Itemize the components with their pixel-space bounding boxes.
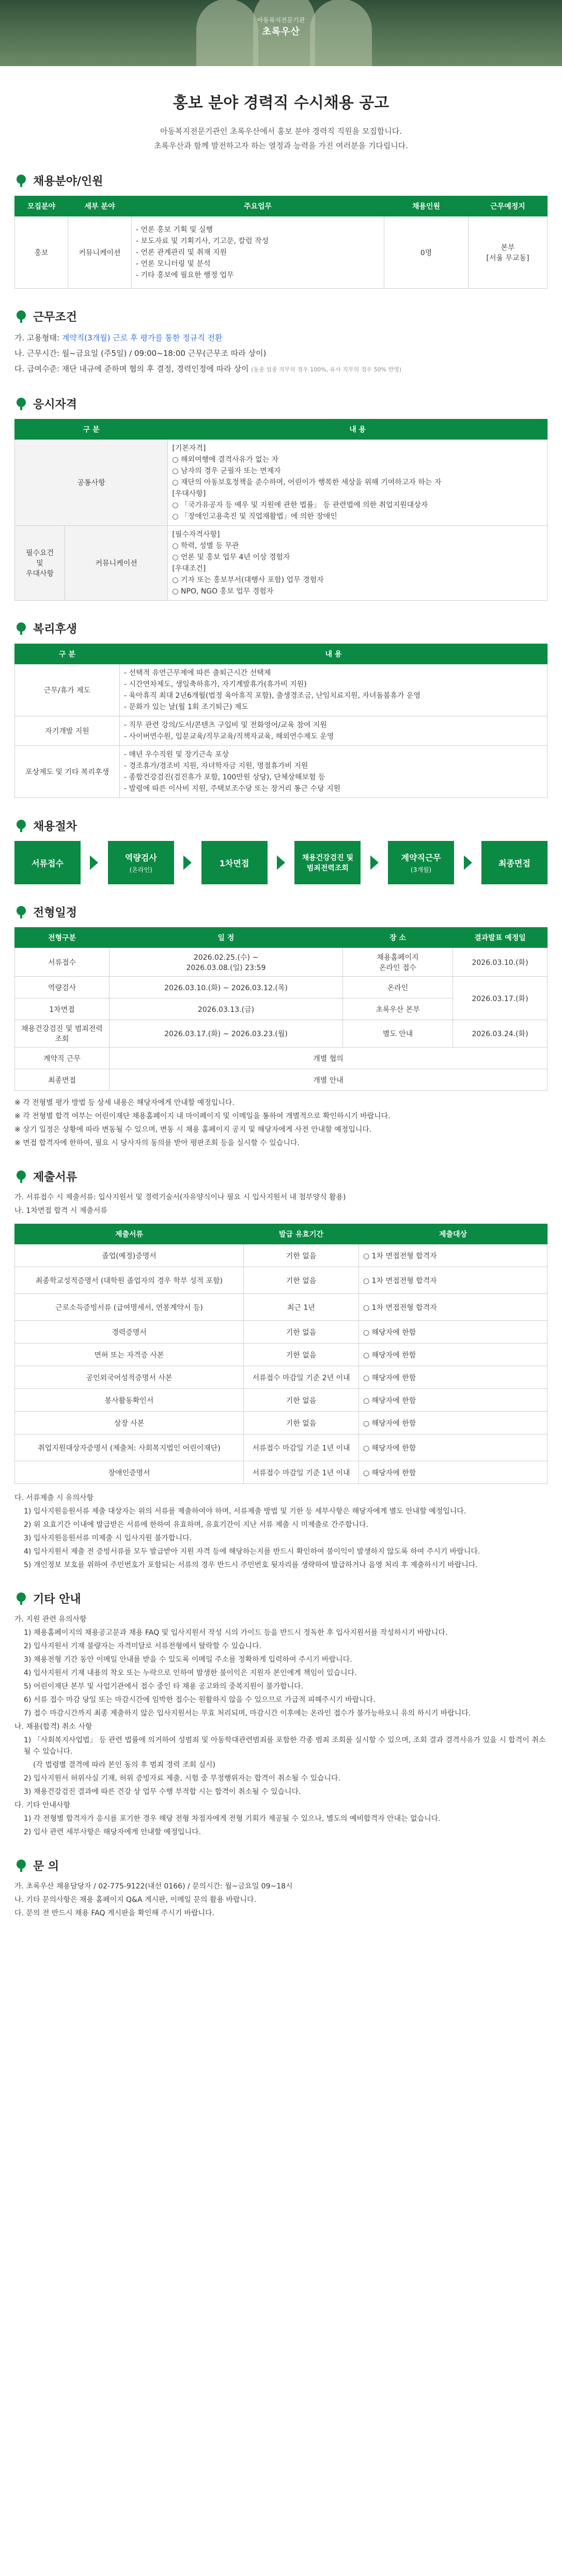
table-cell: 2026.03.17.(화) ~ 2026.03.23.(월) [110,1020,343,1048]
list-item: - 선택적 유연근무제에 따른 출퇴근시간 선택제 [124,667,543,679]
other-line: (각 법령별 결격에 따라 본인 동의 후 범죄 경력 조회 실시) [33,1761,215,1769]
table-cell: 서류접수 마감일 기준 1년 이내 [244,1434,359,1461]
table-cell [15,526,65,601]
list-item: [필수자격사항] [172,530,220,539]
table-cell [110,948,343,977]
other-line: 1) 「사회복지사업법」 등 관련 법률에 의거하여 성범죄 및 아동학대관련범죄를 포함한 각종 범죄 조회를 실시할 수 있으며, 조회 결과 결격사유가 있을 시 합격이 취소될 수 있습니다. [24,1736,546,1756]
tree-icon [14,174,28,188]
list-item: [기본자격] [172,444,206,452]
table-cell: 최종학교성적증명서 (대학원 졸업자의 경우 학부 성적 포함) [15,1267,244,1294]
list-item: ○ 「장애인고용촉진 및 직업재활법」에 의한 장애인 [172,512,337,521]
section-title: 기타 안내 [33,1593,81,1606]
table-cell: 최근 1년 [244,1294,359,1321]
table-cell: 경력증명서 [15,1321,244,1344]
other-line: 3) 채용전형 기간 동안 이메일 안내를 받을 수 있도록 이메일 주소를 정확하게 입력하여 주시기 바랍니다. [24,1656,352,1664]
contact-line: 가. 초록우산 채용담당자 / 02-775-9122(내선 0166) / 문의시간: 월~금요일 09~18시 [14,1882,293,1891]
table-cell: 계약직 근무 [15,1048,110,1069]
step-label: 채용건강검진 및 범죄전력조회 [302,854,354,872]
benefits-table [14,644,548,798]
other-line: 1) 채용홈페이지의 채용공고문과 채용 FAQ 및 입사지원서 작성 시의 가이드 등을 반드시 정독한 후 입사지원서를 작성하시기 바랍니다. [24,1629,448,1637]
hero-photo-child [310,0,372,66]
table-cell [168,440,548,526]
table-cell: ○ 해당자에 한함 [359,1366,548,1389]
table-cell: 면허 또는 자격증 사본 [15,1344,244,1366]
table-cell [120,716,548,746]
positions-table [14,196,548,289]
table-cell: 채용건강검진 및 범죄전력조회 [15,1020,110,1048]
section-conditions [14,308,548,376]
tree-icon [14,1170,28,1183]
list-item: [우대사항] [172,490,206,498]
intro-line: 초록우산과 함께 발전하고자 하는 열정과 능력을 가진 여러분을 기다립니다. [153,141,409,150]
table-header: 전형구분 [15,928,110,948]
other-line: 6) 서류 접수 마감 당일 또는 마감시간에 임박한 접수는 원활하지 않을 수 있으므로 가급적 피해주시기 바랍니다. [24,1696,376,1704]
note-line: ※ 각 전형별 합격 여부는 어린이재단 채용홈페이지 내 마이페이지 및 이메일을 통하여 개별적으로 확인하시기 바랍니다. [14,1112,391,1120]
table-cell: 초록우산 본부 [343,998,453,1020]
section-other [14,1590,548,1838]
list-item: - 문화가 있는 날(월 1회 조기퇴근) 제도 [124,701,543,713]
step-sub: (3개월) [411,866,432,873]
table-cell: ○ 1차 면접전형 합격자 [359,1244,548,1267]
other-line: 나. 채용(합격) 취소 사항 [14,1723,92,1731]
table-cell: 근로소득증빙서류 (급여명세서, 연봉계약서 등) [15,1294,244,1321]
hero-photo-child [196,0,258,66]
contact-line: 다. 문의 전 반드시 채용 FAQ 게시판을 확인해 주시기 바랍니다. [14,1909,215,1917]
list-item: - 육아휴직 최대 2년6개월(법정 육아휴직 포함), 출생경조금, 난임치료지원, 자녀돌봄휴가 운영 [124,690,543,701]
table-cell: 기한 없음 [244,1389,359,1412]
list-item: - 경조휴가/경조비 지원, 자녀학자금 지원, 명절휴가비 지원 [124,760,543,772]
table-header: 일 정 [110,928,343,948]
table-cell: 근무/휴가 제도 [15,664,120,716]
place-text: 본부 [501,243,515,252]
list-item: - 기타 홍보에 필요한 행정 업무 [136,270,380,281]
tree-icon [14,310,28,323]
table-header: 결과발표 예정일 [453,928,548,948]
list-item: ○ 해외여행에 결격사유가 없는 자 [172,456,279,464]
section-benefits [14,620,548,798]
process-flow [14,841,548,884]
list-item: - 언론 홍보 기획 및 실행 [136,224,380,236]
intro-line: 아동복지전문기관인 초록우산에서 홍보 분야 경력직 직원을 모집합니다. [160,127,402,136]
table-cell: 서류접수 마감일 기준 2년 이내 [244,1366,359,1389]
section-schedule [14,904,548,1149]
table-header: 제출서류 [15,1224,244,1244]
table-cell: 봉사활동확인서 [15,1389,244,1412]
table-cell: 상장 사본 [15,1412,244,1434]
other-lines [14,1614,548,1838]
place-text: [서울 무교동] [486,254,529,262]
table-cell [120,746,548,798]
step-sub: (온라인) [129,866,152,873]
label-text: 및 [36,559,43,568]
table-cell: ○ 해당자에 한함 [359,1412,548,1434]
list-item: ○ 남자의 경우 군필자 또는 면제자 [172,467,281,475]
process-step [294,841,361,884]
table-cell: 2026.03.10.(화) [453,948,548,977]
table-cell: 커뮤니케이션 [65,526,168,601]
table-header: 제출대상 [359,1224,548,1244]
list-item: - 보도자료 및 기획기사, 기고문, 칼럼 작성 [136,236,380,247]
table-cell: 취업지원대상자증명서 (제출처: 사회복지법인 어린이재단) [15,1434,244,1461]
table-cell: ○ 해당자에 한함 [359,1321,548,1344]
arrow-right-icon [370,855,379,870]
table-cell: 기한 없음 [244,1267,359,1294]
arrow-right-icon [90,855,98,870]
table-cell: 역량검사 [15,977,110,998]
section-title: 문 의 [33,1860,59,1873]
doc-item: 5) 개인정보 보호를 위하여 주민번호가 포함되는 서류의 경우 반드시 주민번호 뒷자리를 생략하여 발급하거나 음영 처리 후 제출하시기 바랍니다. [24,1561,478,1569]
table-header: 내 용 [168,419,548,440]
tree-icon [14,622,28,635]
table-cell: 0명 [384,216,469,289]
table-header: 주요업무 [132,196,384,216]
list-item: - 발령에 따른 이사비 지원, 주택보조수당 또는 장거리 통근 수당 지원 [124,783,543,794]
date-text: 2026.02.25.(수) ~ [193,953,259,962]
note-line: ※ 각 전형별 평가 방법 등 상세 내용은 해당자에게 안내할 예정입니다. [14,1099,235,1107]
list-item: ○ 학력, 성별 등 무관 [172,542,239,550]
condition-line [14,332,548,344]
doc-line: 나. 1차면접 합격 시 제출서류 [14,1207,107,1215]
table-cell: ○ 1차 면접전형 합격자 [359,1294,548,1321]
list-item: - 매년 우수직원 및 장기근속 포상 [124,749,543,760]
table-cell: ○ 해당자에 한함 [359,1434,548,1461]
brand-logo [257,15,305,38]
schedule-notes [14,1097,548,1149]
condition-label: 가. 고용형태: [14,333,62,342]
table-cell [343,948,453,977]
doc-item: 2) 위 요효기간 이내에 발급받은 서류에 한하여 유효하며, 유효기간이 지난 서류 제출 시 미제출로 간주합니다. [24,1521,369,1529]
section-title: 채용분야/인원 [33,175,103,188]
section-documents [14,1168,548,1571]
list-item: [우대조건] [172,565,206,573]
doc-item: 3) 입사지원응원서류 미제출 시 입사지원 불가합니다. [24,1534,192,1542]
table-header: 내 용 [120,644,548,664]
other-line: 2) 입사지원서 기재 불량자는 자격미달로 서류전형에서 탈락할 수 있습니다. [24,1642,262,1650]
other-line: 3) 채용건강검진 결과에 따른 건강 상 업무 수행 부적합 시는 합격이 취소될 수 있습니다. [24,1788,301,1796]
intro [14,124,548,153]
list-item: - 언론 관계관리 및 취재 지원 [136,247,380,258]
note-line: ※ 면접 합격자에 한하여, 필요 시 당사자의 동의를 받아 평판조회 등을 실시할 수 있습니다. [14,1139,300,1147]
section-positions [14,173,548,289]
table-cell: 커뮤니케이션 [68,216,132,289]
table-cell: ○ 해당자에 한함 [359,1344,548,1366]
label-text: 우대사항 [25,570,54,578]
brand-name: 초록우산 [262,26,300,37]
table-cell: 홍보 [15,216,68,289]
table-header: 근무예정지 [469,196,548,216]
list-item: ○ 재단의 아동보호정책을 준수하며, 어린이가 행복한 세상을 위해 기여하고자 하는 자 [172,478,442,487]
qualifications-table [14,419,548,601]
table-header: 구 분 [15,419,168,440]
table-cell: 공인외국어성적증명서 사본 [15,1366,244,1389]
table-cell: ○ 해당자에 한함 [359,1461,548,1484]
table-cell: 서류접수 [15,948,110,977]
tree-icon [14,905,28,919]
list-item: - 직무 관련 강의/도서/콘텐츠 구입비 및 전화영어/교육 참여 지원 [124,720,543,731]
other-line: 1) 각 전형별 합격자가 응시를 포기한 경우 해당 전형 차점자에게 전형 기회가 제공될 수 있으나, 별도의 예비합격자 안내는 없습니다. [24,1815,441,1823]
table-cell: ○ 해당자에 한함 [359,1389,548,1412]
table-cell: 최종면접 [15,1069,110,1091]
table-cell: 2026.03.17.(화) [453,977,548,1020]
table-cell: 2026.03.10.(화) ~ 2026.03.12.(목) [110,977,343,998]
table-cell: 장애인증명서 [15,1461,244,1484]
table-header: 구 분 [15,644,120,664]
table-cell: 기한 없음 [244,1244,359,1267]
list-item: ○ 기자 또는 홍보부서(대행사 포함) 업무 경험자 [172,576,324,584]
condition-text: 다. 급여수준: 재단 내규에 준하며 협의 후 결정, 경력인정에 따라 상이 [14,364,249,373]
section-process [14,818,548,884]
doc-line: 다. 서류제출 시 유의사항 [14,1494,94,1502]
condition-line [14,363,548,376]
table-cell: 별도 안내 [343,1020,453,1048]
other-line: 5) 어린이재단 본부 및 사업기관에서 접수 중인 타 채용 공고와의 중복지원이 불가합니다. [24,1682,304,1691]
table-cell: 기한 없음 [244,1412,359,1434]
table-cell: 기한 없음 [244,1321,359,1344]
table-cell [168,526,548,601]
section-title: 전형일정 [33,907,77,919]
process-step [108,841,174,884]
table-cell: 1차면접 [15,998,110,1020]
tree-icon [14,819,28,833]
table-header: 모집분야 [15,196,68,216]
other-line: 7) 접수 마감시간까지 최종 제출하지 않은 입사지원서는 무효 처리되며, 마감시간 이후에는 온라인 접수가 불가능하오니 유의 하시기 바랍니다. [24,1709,471,1718]
process-step [201,841,268,884]
other-line: 4) 입사지원서 기재 내용의 착오 또는 누락으로 인하여 발생한 불이익은 지원자 본인에게 책임이 있습니다. [24,1669,357,1677]
section-contact [14,1857,548,1919]
table-cell: 2026.03.13.(금) [110,998,343,1020]
condition-highlight: 계약직(3개월) 근로 후 평가를 통한 정규직 전환 [61,333,223,342]
table-cell: 졸업(예정)증명서 [15,1244,244,1267]
tree-icon [14,1592,28,1605]
section-title: 응시자격 [33,398,77,411]
page-title: 홍보 분야 경력직 수시채용 공고 [173,94,389,112]
doc-item: 4) 입사지원서 제출 전 증빙서류를 모두 발급받아 지원 자격 등에 해당하는지를 반드시 확인하여 불이익이 발생하지 않도록 하여 주시기 바랍니다. [24,1548,480,1556]
section-qualifications [14,396,548,601]
process-step [388,841,454,884]
table-cell: 개별 협의 [110,1048,548,1069]
other-line: 2) 입사지원서 허위사실 기재, 허위 증빙자료 제출, 시험 중 부정행위자는 합격이 취소될 수 있습니다. [24,1774,341,1783]
section-title: 근무조건 [33,311,77,324]
doc-item: 1) 입사지원응원서류 제출 대상자는 위의 서류를 제출하여야 하며, 서류제출 방법 및 기한 등 세부사항은 해당자에게 별도 안내할 예정입니다. [24,1507,466,1516]
label-text: 필수요건 [25,549,54,557]
arrow-right-icon [277,855,285,870]
table-header: 세부 분야 [68,196,132,216]
list-item: ○ 「국가유공자 등 예우 및 지원에 관한 법률」 등 관련법에 의한 취업지원대상자 [172,501,428,509]
list-item: ○ 언론 및 홍보 업무 4년 이상 경험자 [172,553,290,561]
schedule-table [14,927,548,1091]
table-cell: 포상제도 및 기타 복리후생 [15,746,120,798]
step-label: 서류접수 [32,858,64,868]
step-label: 1차면접 [219,858,249,868]
date-text: 2026.03.08.(일) 23:59 [186,963,266,972]
place-text: 온라인 접수 [379,963,417,972]
arrow-right-icon [464,855,472,870]
brand-sub: 아동복지전문기관 [257,17,305,24]
contact-line: 나. 기타 문의사항은 채용 홈페이지 Q&A 게시판, 이메일 문의 활용 바랍니다. [14,1896,257,1904]
process-step [481,841,548,884]
section-title: 복리후생 [33,623,77,636]
note-line: ※ 상기 일정은 상황에 따라 변동될 수 있으며, 변동 시 채용 홈페이지 공지 및 해당자에게 사전 안내할 예정입니다. [14,1126,372,1134]
other-line: 다. 기타 안내사항 [14,1801,71,1809]
process-step [14,841,81,884]
table-header: 채용인원 [384,196,469,216]
table-header: 발급 유효기간 [244,1224,359,1244]
table-cell: 서류접수 마감일 기준 1년 이내 [244,1461,359,1484]
step-label: 계약직근무 [401,853,441,863]
other-line: 가. 지원 관련 유의사항 [14,1615,87,1623]
list-item: ○ NPO, NGO 홍보 업무 경험자 [172,587,274,596]
arrow-right-icon [183,855,192,870]
hero-banner [0,0,562,66]
table-cell [469,216,548,289]
condition-note: (동종 업종 직무의 경우 100%, 유사 직무의 경우 50% 반영) [251,366,402,373]
place-text: 채용홈페이지 [377,953,419,962]
list-item: - 시간연차제도, 생일축하휴가, 자기계발휴가(휴가비 지원) [124,679,543,690]
table-cell: 개별 안내 [110,1069,548,1091]
table-cell: ○ 1차 면접전형 합격자 [359,1267,548,1294]
table-header: 장 소 [343,928,453,948]
other-line: 2) 입사 관련 세부사항은 해당자에게 안내할 예정입니다. [24,1828,201,1836]
table-cell: 기한 없음 [244,1344,359,1366]
table-cell [132,216,384,289]
table-cell: 2026.03.24.(화) [453,1020,548,1048]
section-title: 채용절차 [33,820,77,833]
documents-table [14,1224,548,1484]
tree-icon [14,397,28,411]
doc-line: 가. 서류접수 시 제출서류: 입사지원서 및 경력기술서(자유양식이나 필요 시 입사지원서 내 첨부양식 활용) [14,1193,346,1201]
tree-icon [14,1859,28,1872]
section-title: 제출서류 [33,1171,77,1184]
condition-line: 나. 근무시간: 월~금요일 (주5일) / 09:00~18:00 근무(근무조 따라 상이) [14,349,267,358]
list-item: - 종합건강검진(검진휴가 포함, 100만원 상당), 단체상해보험 등 [124,772,543,783]
list-item: - 사이버연수원, 입문교육/직무교육/직책자교육, 해외연수제도 운영 [124,731,543,742]
list-item: - 언론 모니터링 및 분석 [136,258,380,270]
step-label: 역량검사 [124,853,157,863]
step-label: 최종면접 [498,858,530,868]
table-cell: 공통사항 [15,440,168,526]
table-cell: 자기개발 지원 [15,716,120,746]
table-cell: 온라인 [343,977,453,998]
table-cell [120,664,548,716]
